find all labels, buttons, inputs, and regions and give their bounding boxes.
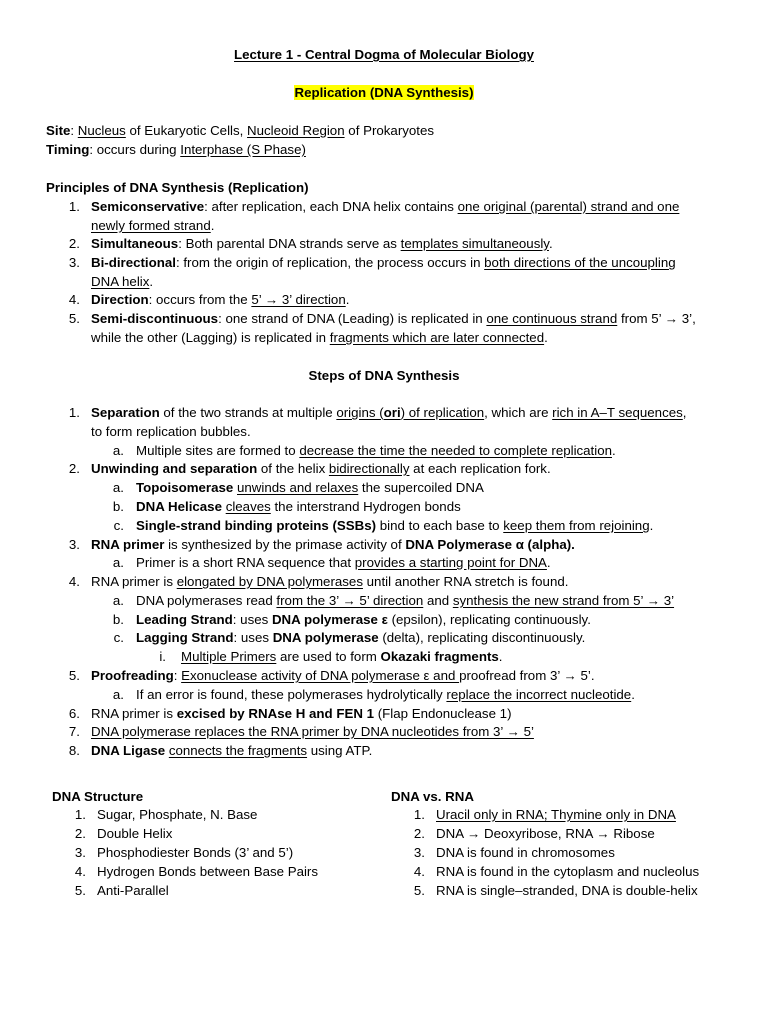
- dna-vs-rna-heading: DNA vs. RNA: [391, 789, 474, 804]
- page-title: Lecture 1 - Central Dogma of Molecular Biology: [234, 47, 534, 62]
- steps-heading: Steps of DNA Synthesis: [308, 368, 460, 383]
- principles-heading: Principles of DNA Synthesis (Replication): [46, 180, 309, 195]
- list-item-cont: newly formed strand.: [91, 218, 215, 233]
- list-item-cont: DNA helix.: [91, 274, 154, 289]
- page-subtitle: Replication (DNA Synthesis): [294, 85, 474, 100]
- list-item-cont: to form replication bubbles.: [91, 424, 251, 439]
- dna-structure-heading: DNA Structure: [52, 789, 144, 804]
- timing-line: Timing: occurs during Interphase (S Phase): [46, 142, 306, 157]
- site-line: Site: Nucleus of Eukaryotic Cells, Nucleoid Region of Prokaryotes: [46, 123, 435, 138]
- list-item-cont: while the other (Lagging) is replicated in fragments which are later connected.: [91, 330, 548, 345]
